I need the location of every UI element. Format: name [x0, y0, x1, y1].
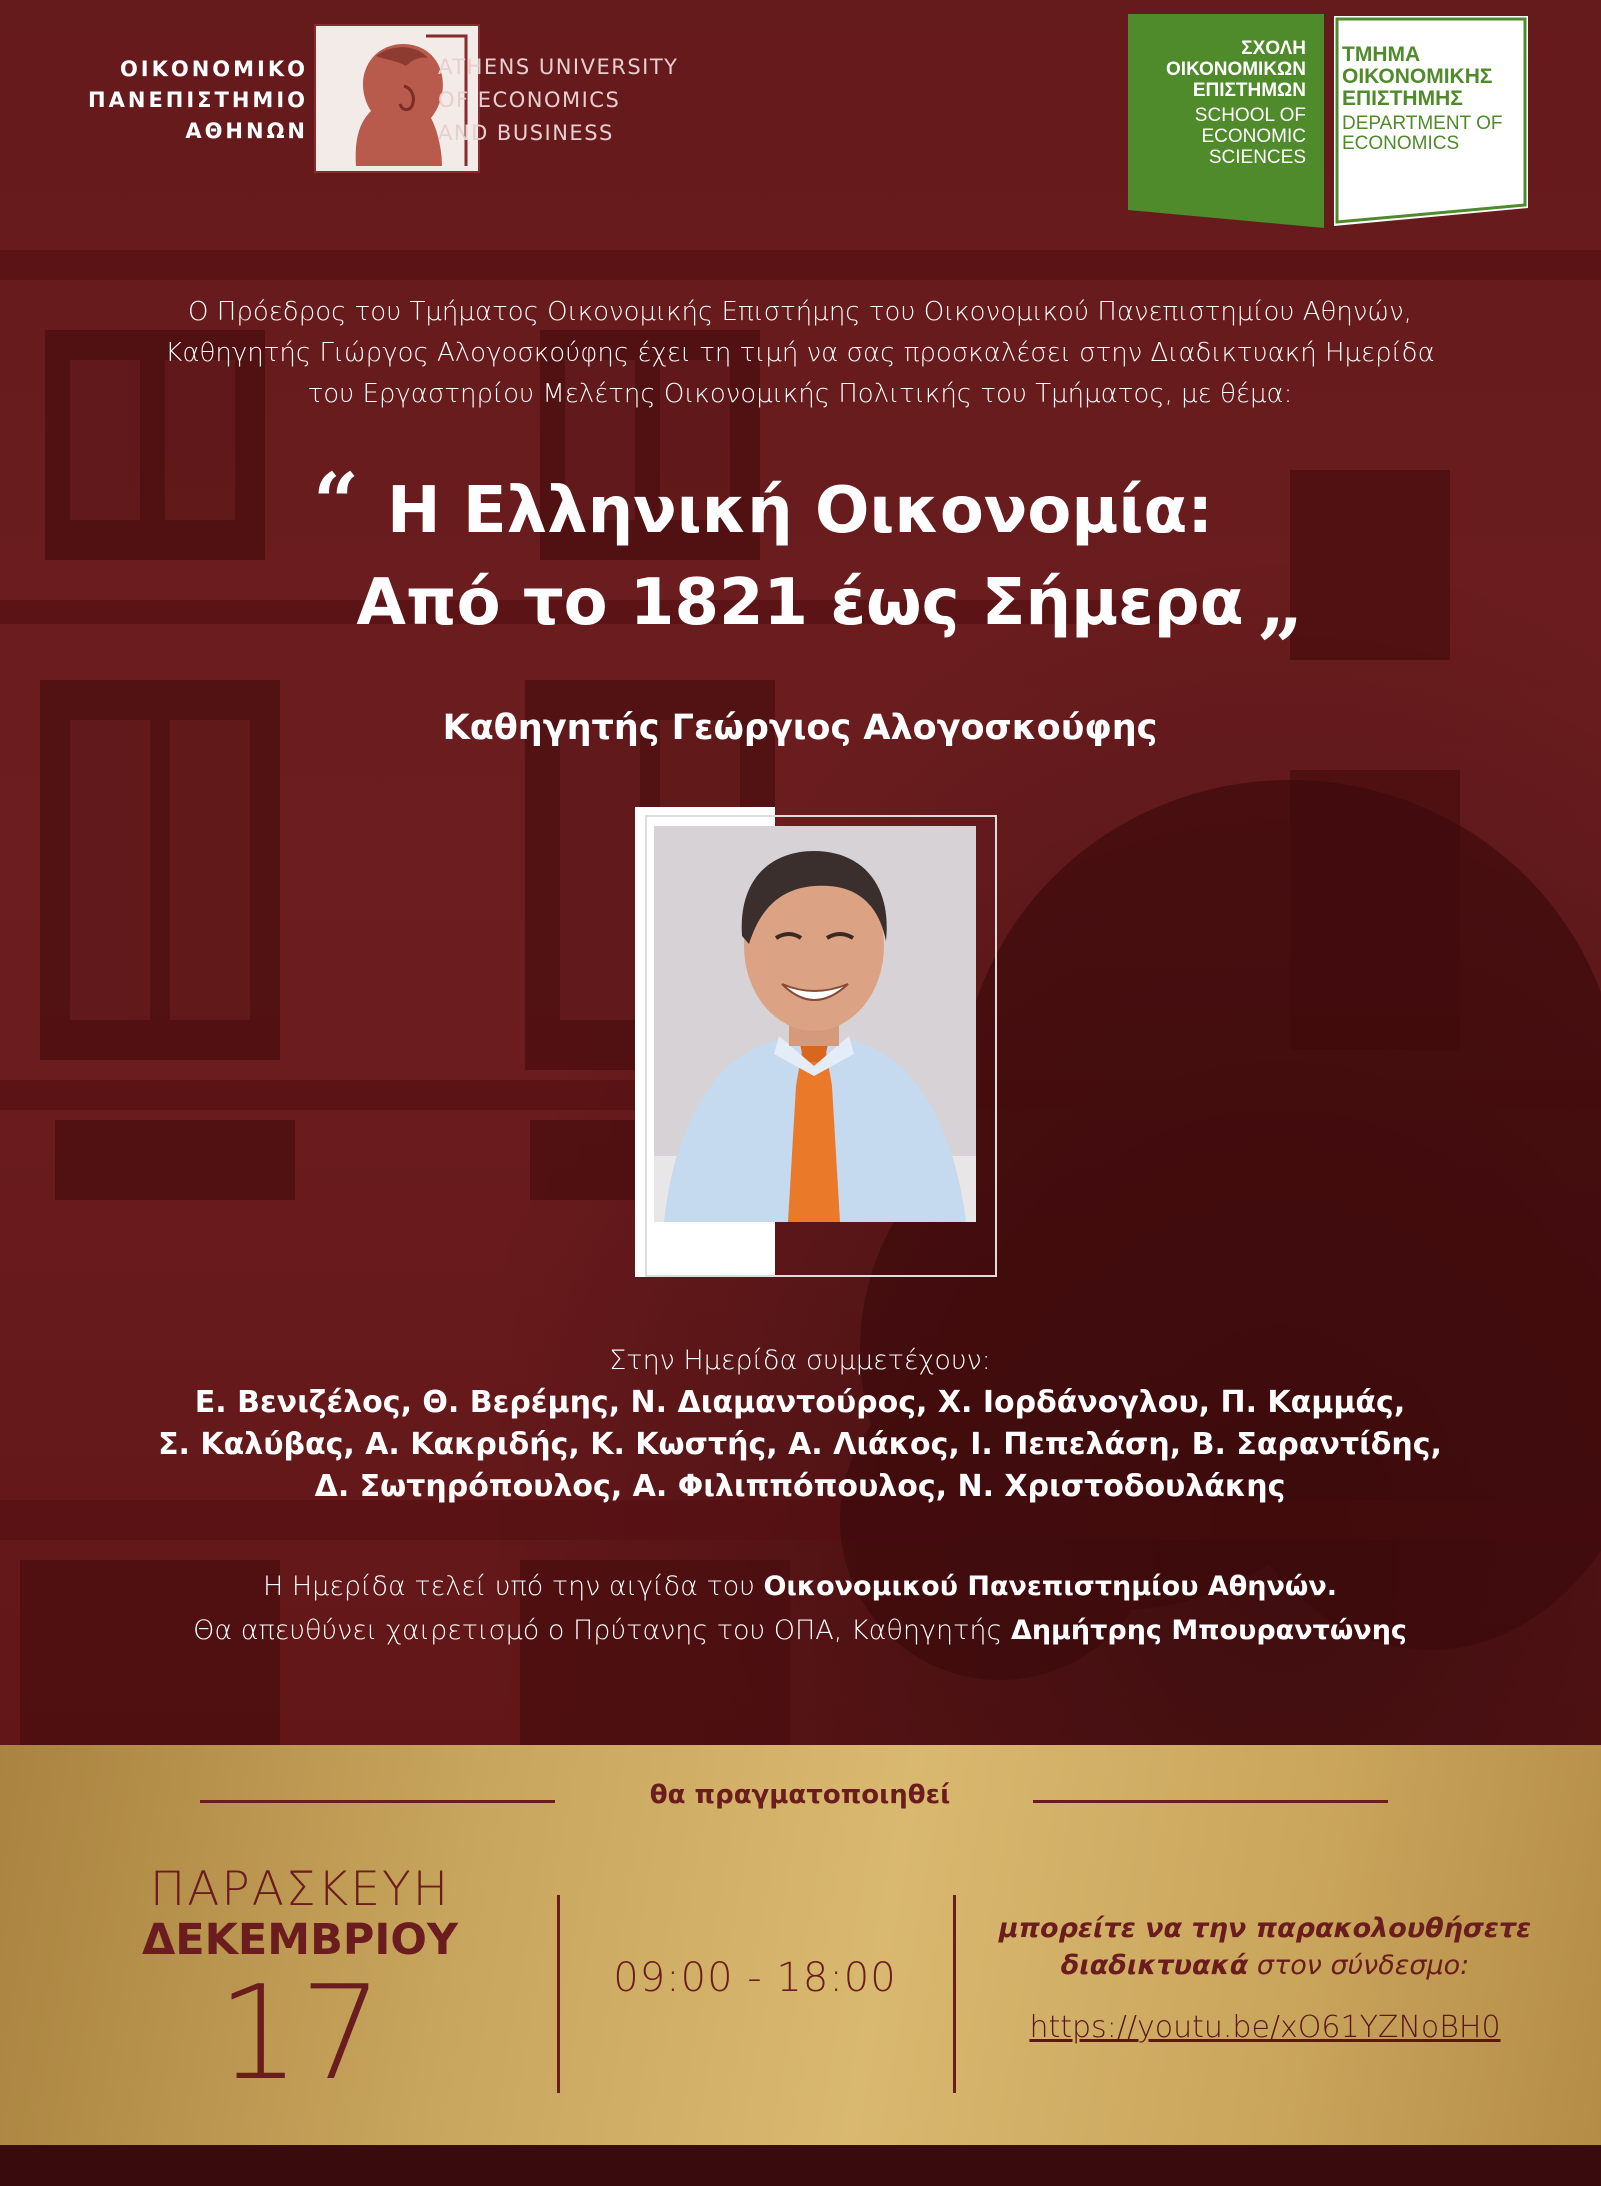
dept-english-line: DEPARTMENT OF: [1342, 113, 1503, 134]
youtube-link[interactable]: https://youtu.be/xO61YZNoBH0: [1029, 2010, 1501, 2045]
aueb-logo: [50, 24, 700, 172]
event-title-line: Από το 1821 έως Σήμερα: [356, 566, 1244, 640]
intro-line: Καθηγητής Γιώργος Αλογοσκούφης έχει τη τιμή να σας προσκαλέσει στην Διαδικτυακή Ημερίδα: [165, 338, 1435, 368]
aueb-greek-line: ΟΙΚΟΝΟΜΙΚΟ: [119, 57, 308, 81]
event-month: ΔΕΚΕΜΒΡΙΟΥ: [141, 1915, 459, 1965]
title-open-quote: “: [313, 455, 360, 549]
event-title: [200, 465, 1400, 649]
aueb-greek-name: [50, 54, 308, 147]
dept-english-line: ECONOMICS: [1342, 133, 1460, 154]
participants-line: Δ. Σωτηρόπουλος, Α. Φιλιππόπουλος, Ν. Χριστοδουλάκης: [314, 1469, 1286, 1504]
school-greek-line: ΟΙΚΟΝΟΜΙΚΩΝ: [1166, 59, 1306, 80]
event-title-line: Η Ελληνική Οικονομία:: [387, 474, 1213, 548]
department-of-economics-logo: [1334, 16, 1528, 226]
school-greek-line: ΕΠΙΣΤΗΜΩΝ: [1192, 80, 1306, 101]
watch-online-text: [985, 1910, 1545, 1984]
aegis-line-2: [100, 1609, 1500, 1653]
aegis-line-1: [100, 1565, 1500, 1609]
participants-line: Σ. Καλύβας, Α. Κακριδής, Κ. Κωστής, Α. Λιάκος, Ι. Πεπελάση, Β. Σαραντίδης,: [158, 1427, 1442, 1462]
dept-text: [1342, 44, 1502, 154]
watch-online-bold: διαδικτυακά: [1060, 1950, 1249, 1981]
aegis-text: Η Ημερίδα τελεί υπό την αιγίδα του: [262, 1571, 764, 1602]
dept-greek-line: ΤΜΗΜΑ: [1342, 43, 1421, 66]
dept-greek-line: ΟΙΚΟΝΟΜΙΚΗΣ: [1342, 65, 1493, 88]
participants-section: [100, 1340, 1500, 1508]
invitation-intro: [80, 292, 1520, 415]
school-english-line: SCIENCES: [1208, 147, 1306, 168]
school-text: [1166, 38, 1306, 168]
aueb-english-line: ATHENS UNIVERSITY: [438, 55, 679, 79]
speaker-name: Καθηγητής Γεώργιος Αλογοσκούφης: [442, 708, 1158, 748]
aueb-english-line: OF ECONOMICS: [438, 88, 621, 112]
watch-line-1: μπορείτε να την παρακολουθήσετε: [998, 1913, 1532, 1944]
rector-name: Δημήτρης Μπουραντώνης: [1010, 1615, 1407, 1646]
event-day: ΠΑΡΑΣΚΕΥΗ: [149, 1862, 451, 1917]
aegis-section: [100, 1565, 1500, 1653]
title-close-quote: „: [1258, 555, 1305, 649]
aueb-greek-line: ΠΑΝΕΠΙΣΤΗΜΙΟ: [88, 88, 308, 112]
footer-bottom-band: [0, 2145, 1601, 2186]
school-english-line: ECONOMIC: [1201, 126, 1306, 147]
footer-divider-left: [557, 1895, 560, 2093]
speaker-photo: [654, 826, 976, 1222]
watch-line-2: [985, 1947, 1545, 1984]
aueb-english-line: AND BUSINESS: [438, 121, 614, 145]
event-day-number: 17: [217, 1957, 383, 2109]
participants-line: Ε. Βενιζέλος, Θ. Βερέμης, Ν. Διαμαντούρος, Χ. Ιορδάνογλου, Π. Καμμάς,: [194, 1385, 1406, 1420]
participants-lead: Στην Ημερίδα συμμετέχουν:: [609, 1345, 991, 1376]
school-greek-line: ΣΧΟΛΗ: [1241, 38, 1306, 59]
aegis-text: Θα απευθύνει χαιρετισμό ο Πρύτανης του ΟΠΑ, Καθηγητής: [193, 1615, 1011, 1646]
aegis-university-name: Οικονομικού Πανεπιστημίου Αθηνών.: [763, 1571, 1338, 1602]
intro-line: Ο Πρόεδρος του Τμήματος Οικονομικής Επιστήμης του Οικονομικού Πανεπιστημίου Αθηνών,: [188, 297, 1412, 327]
footer-rule-right: [1033, 1800, 1388, 1803]
will-take-place-label: θα πραγματοποιηθεί: [649, 1780, 951, 1810]
footer-divider-right: [953, 1895, 956, 2093]
event-time: 09:00 - 18:00: [613, 1955, 897, 2001]
footer-rule-left: [200, 1800, 555, 1803]
watch-online-rest: στον σύνδεσμο:: [1248, 1950, 1470, 1981]
aueb-english-name: [438, 51, 679, 150]
intro-line: του Εργαστηρίου Μελέτης Οικονομικής Πολιτικής του Τμήματος, με θέμα:: [307, 379, 1293, 409]
school-english-line: SCHOOL OF: [1194, 105, 1306, 126]
dept-greek-line: ΕΠΙΣΤΗΜΗΣ: [1342, 87, 1463, 110]
school-of-economic-sciences-logo: [1128, 14, 1324, 228]
aueb-greek-line: ΑΘΗΝΩΝ: [185, 119, 308, 143]
